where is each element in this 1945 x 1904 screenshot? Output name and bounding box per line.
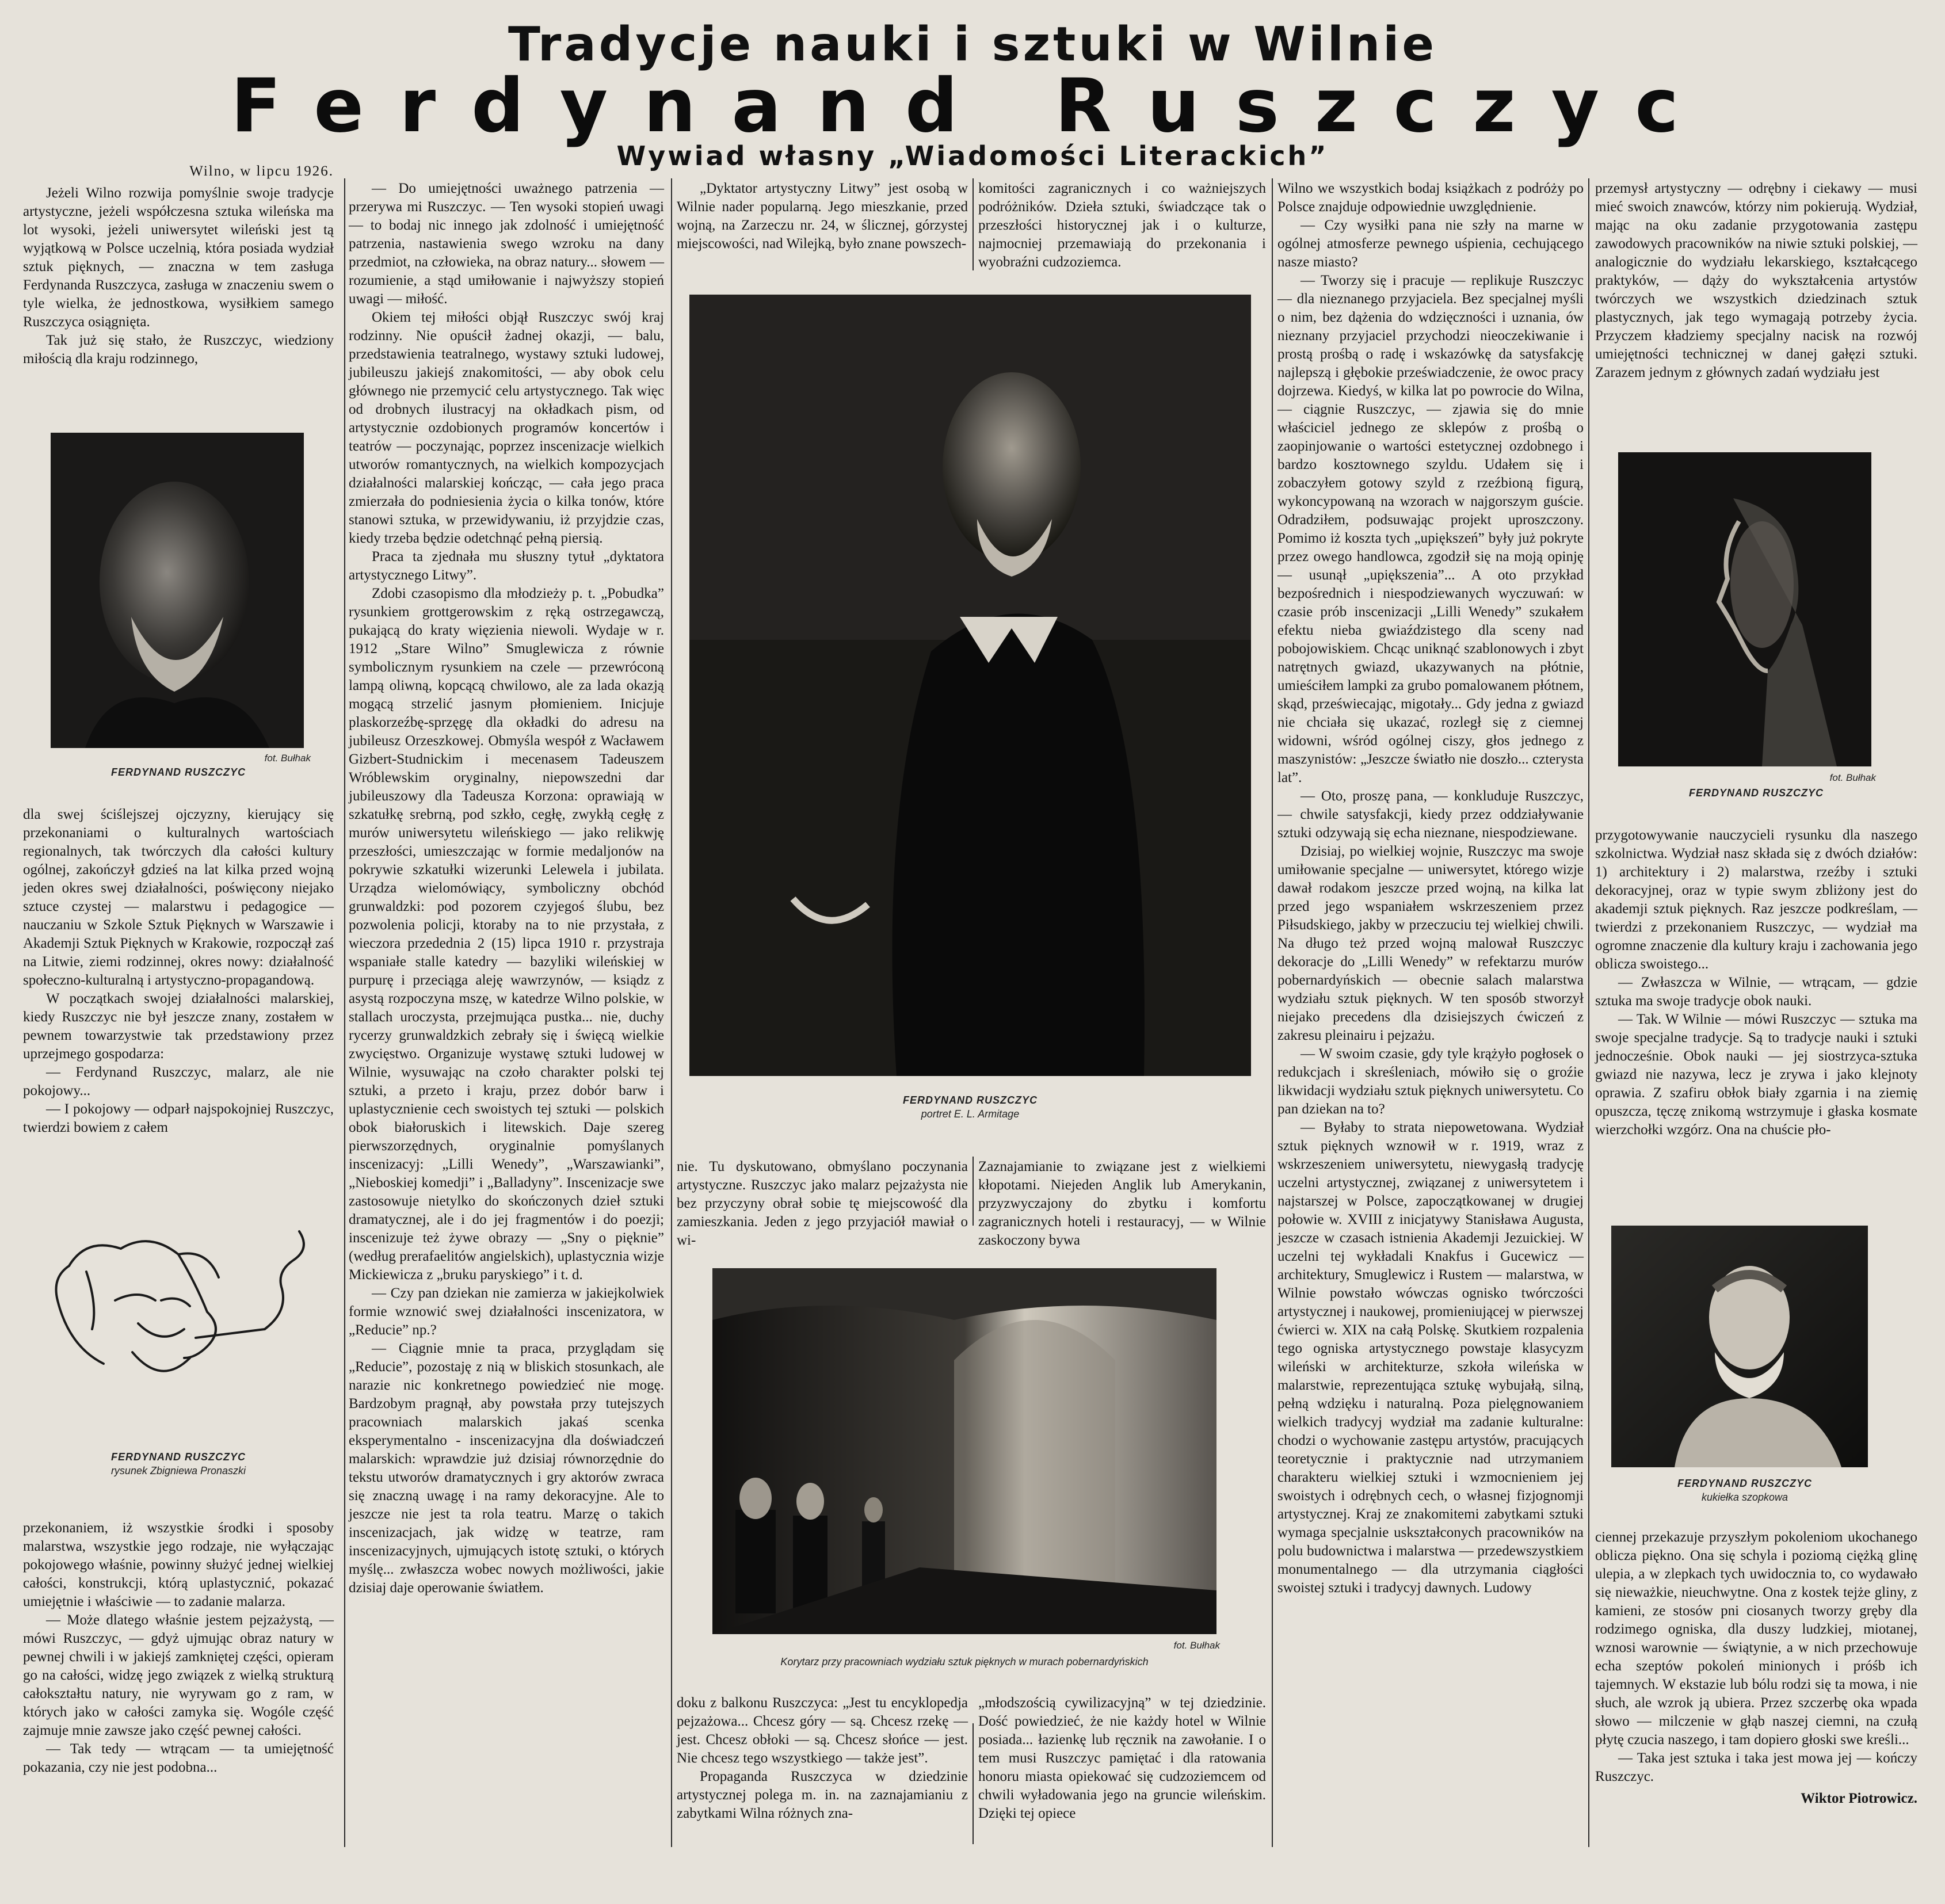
- portrait-photo-image: [51, 433, 304, 748]
- puppet-photo-ruszczyc: [1611, 1226, 1868, 1467]
- puppet-caption: [1595, 1476, 1894, 1504]
- article-column: [677, 180, 968, 272]
- dateline: Wilno, w lipcu 1926.: [189, 163, 334, 179]
- sketch-image: [35, 1214, 334, 1398]
- paragraph: — Czy wysiłki pana nie szły na marne w ogólnej atmosferze pewnego uśpienia, cechującego nasze miasto?: [1277, 218, 1584, 270]
- article-column: [677, 1158, 968, 1248]
- paragraph: dla swej ściślejszej ojczyzny, kierujący się przekonaniami o kulturalnych wartościach regionalnych, tak twórczych dla całości kultury ogólnej, zakończył gdzieś na lat kilka przed wojną jeden okres swej działalności, poświęcony niejako sztuce czystej — malarstwu i pedagogice — nauczaniu w Szkole Sztuk Pięknych w Warszawie i Akademji Sztuk Pięknych w Krakowie, rozpoczął zaś na Litwie, ziemi rodzinnej, okres nowy: działalność społeczno-kulturalną i artystyczno-propagandową.: [23, 807, 334, 988]
- paragraph: — I pokojowy — odparł najspokojniej Ruszczyc, twierdzi bowiem z całem: [23, 1101, 334, 1135]
- paragraph: W początkach swojej działalności malarskiej, kiedy Ruszczyc nie był jeszcze znany, zostałem w pewnem towarzystwie tak przedstawiony przez uprzejmego gospodarza:: [23, 991, 334, 1062]
- paragraph: — Zwłaszcza w Wilnie, — wtrącam, — gdzie sztuka ma swoje tradycje obok nauki.: [1595, 975, 1917, 1009]
- photo-credit: fot. Bułhak: [1173, 1640, 1220, 1651]
- puppet-photo-image: [1611, 1226, 1868, 1467]
- portrait-painting-image: [689, 295, 1251, 1076]
- column-rule: [344, 178, 345, 1847]
- paragraph: Zaznajamianie to związane jest z wielkiemi kłopotami. Niejeden Anglik lub Amerykanin, przyzwyczajony do zbytku i komfortu zagranicznych hoteli i restauracyj, — w Wilnie zaskoczony bywa: [978, 1159, 1266, 1248]
- article-column: [1277, 180, 1584, 1848]
- paragraph: — W swoim czasie, gdy tyle krążyło pogłosek o redukcjach i skreśleniach, mówiło się o groźie likwidacji wydziału sztuk pięknych uniwersytetu. Co pan dziekan na to?: [1277, 1046, 1584, 1117]
- column-rule: [972, 178, 974, 270]
- caption-name: FERDYNAND RUSZCZYC: [111, 766, 246, 778]
- paragraph: — Do umiejętności uważnego patrzenia — przerywa mi Ruszczyc. — Ten wysoki stopień uwagi — to bodaj nic innego jak zdolność i umiejętność patrzenia, nastawienia swego wzroku na dany przedmiot, na człowieka, na obraz natury... słowem — rozumienie, a stąd umiłowanie i najwyższy stopień uwagi — miłość.: [349, 181, 664, 307]
- photo-credit: fot. Bułhak: [264, 753, 311, 764]
- caption-name: FERDYNAND RUSZCZYC: [111, 1451, 246, 1463]
- article-column: [1595, 1528, 1917, 1850]
- caption-sub: kukiełka szopkowa: [1701, 1491, 1788, 1503]
- paragraph: Propaganda Ruszczyca w dziedzinie artystycznej polega m. in. na zaznajamianiu z zabytkami Wilna różnych zna-: [677, 1769, 968, 1821]
- paragraph: przekonaniem, iż wszystkie środki i sposoby malarstwa, wszystkie jego rodzaje, nie wyłączając pokojowego właśnie, powinny służyć jednej wielkiej całości, konstrukcji, którą uplastycznić, pokazać umiejętnie i właściwie — to zadanie malarza.: [23, 1520, 334, 1609]
- paragraph: — Może dlatego właśnie jestem pejzażystą, — mówi Ruszczyc, — gdyż ujmując obraz natury w pewnej chwili i w jakiejś zamkniętej części, opieram go na całości, widzę jego związek z wielką strukturą całokształtu natury, nie wyrywam go z ram, w których jako w całości zamyka się. Wogóle część zajmuje mnie zawsze jako część pewnej całości.: [23, 1612, 334, 1738]
- paragraph: przemysł artystyczny — odrębny i ciekawy — musi mieć swoich znawców, którzy nim pokierują. Wydział, mając na oku zadanie przygotowania zastępu zawodowych pracowników na niwie sztuki polskiej, — analogicznie do wydziału lekarskiego, kształcącego praktyków, — dąży do wykształcenia artystów twórczych we wszystkich dziedzinach sztuk plastycznych, jak tego wymagają potrzeby życia. Przyczem kładziemy specjalny nacisk na rozwój umiejętności technicznej w danej gałęzi sztuki. Zarazem jednym z głównych zadań wydziału jest: [1595, 181, 1917, 380]
- paragraph: Zdobi czasopismo dla młodzieży p. t. „Pobudka” rysunkiem grottgerowskim z ręką ostrzegawczą, pukającą do kraty więzienia niewoli. Wydaje w r. 1912 „Stare Wilno” Smuglewicza z równie symbolicznym rysunkiem na czele — przewróconą lampą oliwną, kopcącą chwilowo, ale za lada okazją mogącą strzelić jasnym płomieniem. Inicjuje plaskorzeźbę-sprzęgę dla okładki do adresu na jubileusz Orzeszkowej. Obmyśla wespół z Wacławem Gizbert-Studnickim i mecenasem Tadeuszem Wróblewskim oryginalny, niepowszedni dar jubileuszowy dla Tadeusza Korzona: oprawiają w szkatułkę srebrną, pod szkło, cegłę, zwykłą cegłę z murów uniwersytetu wileńskiego — jako relikwję przeszłości, umieszczając w formie medaljonów na pokrywie szkatułki wizerunki Lelewela i jubilata. Urządza wielomówiący, symboliczny obchód grunwaldzki: pod pozorem czyjegoś ślubu, bez pozwolenia policji, ktoraby na to nie przystała, z wieczora przedednia 2 (15) lipca 1910 r. przystraja wspaniałe stalle katedry — bazyliki wileńskiej w purpurę i przeciąga aleję wawrzynów, — ksiądz z asystą rozpoczyna mszę, w katedrze Wilno polskie, w stallach uroczysta, przejmująca pustka... nie, duchy rycerzy grunwaldzkich zebrały się i święcą wielkie zwycięstwo. Organizuje wystawę sztuki ludowej w Wilnie, wysuwając na czoło charakter polski tej sztuki, a przeto i kraju, przez dobór barw i uplastycznienie cech swoistych tej sztuki — polskich obok białoruskich i litewskich. Daje szereg pierwszorzędnych, oryginalnie pomyślanych inscenizacyj: „Lilli Wenedy”, „Warszawianki”, „Nieboskiej komedji” i „Balladyny”. Inscenizacje swe zastosowuje nietylko do skończonych dzieł sztuki dramatycznej, ale i do jej fragmentów i do poezji; inscenizuje też żywe obrazy — „Sny o pięknie” (według prerafaelitów angielskich), uplastycznia wizje Mickiewicza z „bruku paryskiego” i t. d.: [349, 586, 664, 1283]
- caption-name: FERDYNAND RUSZCZYC: [903, 1094, 1038, 1106]
- sketch-caption: [23, 1450, 334, 1478]
- caption-name: FERDYNAND RUSZCZYC: [1689, 787, 1824, 799]
- paragraph: — Tak tedy — wtrącam — ta umiejętność pokazania, czy nie jest podobna...: [23, 1741, 334, 1775]
- paragraph: nie. Tu dyskutowano, obmyślano poczynania artystyczne. Ruszczyc jako malarz pejzażysta nie bez przyczyny obrał sobie tę miejscowość dla zamieszkania. Jeden z jego przyjaciół mawiał o wi-: [677, 1159, 968, 1248]
- caption-sub: portret E. L. Armitage: [921, 1108, 1020, 1120]
- paragraph: ciennej przekazuje przyszłym pokoleniom ukochanego oblicza piękno. Ona się schyla i poziomą ciężką glinę ulepia, a w zlepkach tych uwidocznia to, co wydawało się nieważkie, nieuchwytne. Ona z kostek tejże gliny, z kamieni, ze stosów pni ciosanych tworzy gręby dla rodzimego ogniska, dla duszy ludzkiej, miotanej, wznosi warownie — świątynie, a w nich przechowuje echa szeptów pokoleń minionych i próśb ich tajemnych. W ekstazie lub bólu rodzi się ta mowa, i nie słuch, ale wzrok ją ubiera. Przez szczerbę oka wpada słowo — milczenie w głąb naszej ciemni, na czułą płytę czucia naszego, i tam dopiero głoski swe kreśli...: [1595, 1529, 1917, 1747]
- paragraph: — Byłaby to strata niepowetowana. Wydział sztuk pięknych wznowił w r. 1919, wraz z wskrzeszeniem uniwersytetu, niewygasłą tradycję uczelni artystycznej, związanej z uniwersytetem i najstarszej w Polsce, zapoczątkowanej w drugiej połowie w. XVIII z inicjatywy Stanisława Augusta, jeszcze w czasach istnienia Akademji Jezuickiej. W uczelni tej wykładali Knakfus i Gucewicz — architektury, Smuglewicz i Rustem — malarstwa, w Wilnie powstało wówczas ognisko twórczości artystycznej i naukowej, promieniującej w pierwszej ćwierci w. XIX na całą Polskę. Skutkiem rozpalenia tego ogniska artystycznego powstaje klasycyzm wileński w architekturze, szkoła wileńska w malarstwie, reprezentująca sztukę wybujałą, silną, pełną wdzięku i naturalną. Poza pielęgnowaniem wielkich tradycyj wydział ma zadanie kulturalne: chodzi o wychowanie zastępu artystów, pracujących teoretycznie i praktycznie nad utrzymaniem charakteru wielkiej sztuki i wzmocnieniem jej swoistych i odrębnych cech, o własnej fizjognomji artystycznej. Kraj ze znakomitemi zabytkami sztuki wymaga specjalnie uskształconych pracowników na polu budownictwa i malarstwa — przedewszystkiem monumentalnego — dla utrzymania ciągłości swoistej sztuki i tradycyj dawnych. Ludowy: [1277, 1120, 1584, 1596]
- paragraph: — Tak. W Wilnie — mówi Ruszczyc — sztuka ma swoje specjalne tradycje. Są to tradycje nauki i sztuki jednocześnie. Obok nauki — jej siostrzyca-sztuka gwiazd nie nazywa, lecz je zrywa i jako klejnoty oprawia. Z szafiru obłok biały zgarnia i na ziemię opuszcza, tęczę znikomą wstrzymuje i głaska kosmate wierzchołki wzgórz. Ona na chuście pło-: [1595, 1012, 1917, 1138]
- headline: Tradycje nauki i sztuki w Wilnie: [508, 17, 1437, 72]
- paragraph: Tak już się stało, że Ruszczyc, wiedziony miłością dla kraju rodzinnego,: [23, 333, 334, 367]
- column-rule: [671, 178, 672, 1847]
- paragraph: Praca ta zjednała mu słuszny tytuł „dyktatora artystycznego Litwy”.: [349, 549, 664, 583]
- paragraph: przygotowywanie nauczycieli rysunku dla naszego szkolnictwa. Wydział nasz składa się z dwóch działów: 1) architektury i 2) malarstwa, rzeźby i sztuki dekoracyjnej, oraz w typie swym zbliżony jest do akademji sztuk pięknych. Raz jeszcze podkreślam, — twierdzi z przekonaniem Ruszczyc, — wydział ma ogromne znaczenie dla kultury kraju i zachowania jego oblicza swoistego...: [1595, 827, 1917, 972]
- column-rule: [972, 1723, 974, 1844]
- paragraph: — Tworzy się i pracuje — replikuje Ruszczyc — dla nieznanego przyjaciela. Bez specjalnej myśli o nim, bez dążenia do wdzięczności i uznania, ów nieznany przyjaciel przychodzi nieoczekiwanie i prostą prośbą o radę i wskazówkę da satysfakcję najlepszą i głębokie przeświadczenie, że owoc pracy dojrzewa. Kiedyś, w kilka lat po powrocie do Wilna, — ciągnie Ruszczyc, — zjawia się do mnie właściciel jednego ze sklepów z prośbą o zaopinjowanie o wartości estetycznej ozdobnego i bardzo kosztownego szyldu. Udałem się i zobaczyłem gotowy szyld z rzeźbioną figurą, wykoncypowaną na wzorach w najgorszym guście. Odradziłem, podsuwając projekt uproszczony. Pomimo iż koszta tych „upiększeń” były już pokryte przez owego handlowca, zgodził się na moją opinję — usunął „upiększenia”... A oto przykład bezpośrednich i niespodziewanych wyczuwań: w czasie prób inscenizacji „Lilli Wenedy” szukałem efektu nieba gwiaździstego dla sceny nad pobojowiskiem. Chcąc uniknąć szablonowych i zbyt natrętnych gwiazd, ukazywanych na płótnie, umieściłem lampki za grubo pomalowanem płótnem, skąd, przeświecając, migotały... Gdy jedna z gwiazd nie chciała się ukazać, rozległ się z ciemnej widowni, wśród ogólnej ciszy, głos jednego z maszynistów: „Jeszcze światło nie doszło... czterysta lat”.: [1277, 273, 1584, 785]
- corridor-photo-image: [712, 1268, 1216, 1634]
- headline-subtitle: Wywiad własny „Wiadomości Literackich”: [616, 140, 1329, 171]
- article-column: [349, 180, 664, 1848]
- article-column: [677, 1694, 968, 1844]
- paragraph: — Oto, proszę pana, — konkluduje Ruszczyc, — chwile satysfakcji, kiedy przez oddziaływanie sztuki odzywają się echa nieznane, niespodziewane.: [1277, 788, 1584, 841]
- article-column: [978, 180, 1266, 272]
- paragraph: Wilno we wszystkich bodaj książkach z podróży po Polsce znajduje odpowiednie uwzględnienie.: [1277, 181, 1584, 215]
- paragraph: Dzisiaj, po wielkiej wojnie, Ruszczyc ma swoje umiłowanie specjalne — uniwersytet, którego wizje dawał rodakom jeszcze przed wojną, na kilka lat przed jego wspaniałem wskrzeszeniem przez Piłsudskiego, jakby w przeczuciu tej wielkiej chwili. Na długo też przed wojną malował Ruszczyc dekoracje do „Lilli Wenedy” w refektarzu murów pobernardyńskich — obecnie salach malarstwa wydziału sztuk pięknych. W ten sposób stworzył niejako precedens dla dzisiejszych ćwiczeń z zakresu pleinairu i pejzażu.: [1277, 844, 1584, 1043]
- corridor-caption: [684, 1655, 1245, 1669]
- paragraph: — Ferdynand Ruszczyc, malarz, ale nie pokojowy...: [23, 1064, 334, 1098]
- paragraph: komitości zagranicznych i co ważniejszych podróżników. Dzieła sztuki, świadczące tak o przeszłości historycznej jak i o kulturze, najmocniej przemawiają do przekonania i wyobraźni cudzoziemca.: [978, 181, 1266, 270]
- corridor-photo: [712, 1268, 1216, 1634]
- profile-photo-image: [1618, 452, 1871, 766]
- paragraph: Okiem tej miłości objął Ruszczyc swój kraj rodzinny. Nie opuścił żadnej okazji, — balu, przedstawienia teatralnego, wystawy sztuki ludowej, jubileuszu jakiejś znakomitości, — aby obok celu głównego nie przemycić celu artystycznego. Tak więc od drobnych ilustracyj na okładkach pism, od artystycznie ozdobionych programów koncertów i teatrów — poczynając, poprzez inscenizacje wielkich utworów romantycznych, na wielkich kompozycjach działalności malarskiej kończąc, — cała jego praca zmierzała do podniesienia życia o kilka tonów, które stanowi sztuka, w przewidywaniu, iż przyjdzie czas, kiedy trzeba będzie odetchnąć pełną piersią.: [349, 310, 664, 546]
- portrait-caption: [689, 1093, 1251, 1121]
- paragraph: „młodszością cywilizacyjną” w tej dziedzinie. Dość powiedzieć, że nie każdy hotel w Wilnie posiada... łazienkę lub ręcznik na zawołanie. I o tem musi Ruszczyc pamiętać i dla ratowania honoru miasta opiekować się cudzoziemcem od chwili wyładowania jego na gruncie wileńskim. Dzięki tej opiece: [978, 1695, 1266, 1821]
- headline-name: Ferdynand Ruszczyc: [230, 63, 1715, 149]
- article-column: [1595, 826, 1917, 1206]
- article-column: [1595, 180, 1917, 433]
- painted-portrait-armitage: [689, 295, 1251, 1076]
- profile-photo-ruszczyc: [1618, 452, 1871, 766]
- photo-credit: fot. Bułhak: [1829, 772, 1876, 783]
- caption-sub: Korytarz przy pracowniach wydziału sztuk pięknych w murach pobernardyńskich: [780, 1656, 1149, 1668]
- paragraph: Jeżeli Wilno rozwija pomyślnie swoje tradycje artystyczne, jeżeli współczesna sztuka wileńska ma lot wysoki, jeżeli uniwersytet wileński jest tą wyjątkową w Polsce uczelnią, która posiada wydział sztuk pięknych, — znaczna w tem zasługa Ferdynanda Ruszczyca, zasługa w znaczeniu swem o tyle wielka, że jednostkowa, wysiłkiem samego Ruszczyca osiągnięta.: [23, 185, 334, 330]
- column-rule: [972, 1157, 974, 1226]
- paragraph: „Dyktator artystyczny Litwy” jest osobą w Wilnie nader popularną. Jego mieszkanie, przed wojną, na Zarzeczu nr. 24, w ślicznej, górzystej miejscowości, nad Wilejką, było znane powszech-: [677, 181, 968, 251]
- paragraph: doku z balkonu Ruszczyca: „Jest tu encyklopedja pejzażowa... Chcesz góry — są. Chcesz rzekę — jest. Chcesz obłoki — są. Chcesz słońce — jest. Nie chcesz tego wszystkiego — także jest”.: [677, 1695, 968, 1766]
- article-column: [23, 162, 334, 433]
- author-signature: Wiktor Piotrowicz.: [1801, 1791, 1917, 1806]
- article-column: [978, 1158, 1266, 1248]
- paragraph: — Czy pan dziekan nie zamierza w jakiejkolwiek formie wznowić swej działalności inscenizatora, w „Reducie” np.?: [349, 1285, 664, 1338]
- photo-caption: [1595, 786, 1917, 800]
- article-column: [23, 1519, 334, 1864]
- caption-name: FERDYNAND RUSZCZYC: [1677, 1478, 1812, 1489]
- sketch-drawing-ruszczyc: [35, 1214, 334, 1398]
- paragraph: — Ciągnie mnie ta praca, przyglądam się „Reducie”, pozostaję z nią w bliskich stosunkach, ale narazie nic konkretnego powiedzieć nie mogę. Bardzobym pragnął, aby powstała przy tutejszych pracowniach malarskich jakaś scenka eksperymentalno - inscenizacyjna dla doświadczeń malarskich: wprawdzie już dzisiaj równorzędnie do tekstu utworów dramatycznych i gry aktorów zwraca się znaczną uwagę i na ramy dekoracyjne. Ale to jeszcze nie jest ta rola teatru. Marzę o takich inscenizacjach, jak widzę w teatrze, ram inscenizacyjnych, ujmujących istotę sztuki, o których myślę... zwłaszcza wobec nowych możliwości, jakie dzisiaj daje operowanie światłem.: [349, 1341, 664, 1596]
- article-column: [23, 806, 334, 1208]
- column-rule: [1588, 178, 1589, 1847]
- paragraph: — Taka jest sztuka i taka jest mowa jej — kończy Ruszczyc.: [1595, 1750, 1917, 1784]
- portrait-photo-ruszczyc: [51, 433, 304, 748]
- column-rule: [1272, 178, 1273, 1847]
- caption-sub: rysunek Zbigniewa Pronaszki: [110, 1465, 246, 1476]
- article-column: [978, 1694, 1266, 1844]
- photo-caption: [35, 765, 322, 779]
